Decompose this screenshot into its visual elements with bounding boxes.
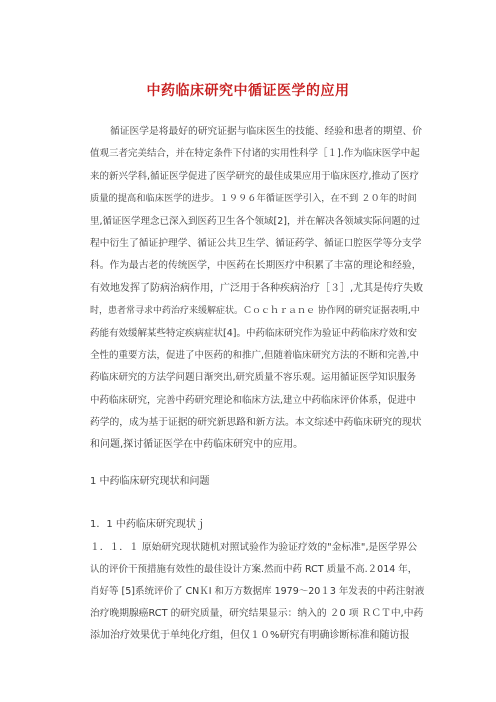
intro-line: 药学的，成为基于证据的研究新思路和新方法。本文综述中药临床研究的现状: [90, 417, 422, 429]
intro-line: 中药临床研究，完善中药研究理论和临床方法,建立中药临床评价体系，促进中: [90, 394, 417, 406]
intro-line: 和问题,探讨循证医学在中药临床研究中的应用。: [90, 439, 304, 451]
intro-line: 全性的重要方法，促进了中医药的和推广,但随着临床研究方法的不断和完善,中: [90, 349, 420, 361]
intro-line: 值观三者完美结合，并在特定条件下付诸的实用性科学［１].作为临床医学中起: [90, 148, 420, 160]
subsection-line: １．１．１ 原始研究现状随机对照试验作为验证疗效的"金标准",是医学界公: [90, 542, 418, 553]
subsection-line: 添加治疗效果优于单纯化疗组，但仅１０%研究有明确诊断标准和随访报: [90, 630, 410, 641]
intro-line: 里,循证医学理念已深入到医药卫生各个领域[2]，并在解决各领域实际问题的过: [90, 215, 420, 227]
intro-line: 时，患者常寻求中药治疗来缓解症状。Ｃｏｃｈｒａｎｅ 协作网的研究证据表明,中: [90, 306, 420, 317]
intro-line: 药临床研究的方法学问题日渐突出,研究质量不容乐观。运用循证医学知识服务: [90, 372, 417, 384]
section-heading: 1 中药临床研究现状和问题: [90, 476, 210, 487]
subsection-line: 认的评价干预措施有效性的最佳设计方案.然而中药 RCT 质量不高.２014 年，: [90, 564, 418, 575]
intro-line: 科。作为最古老的传统医学，中医药在长期医疗中积累了丰富的理论和经验，: [90, 260, 422, 272]
intro-line: 程中衍生了循证护理学、循证公共卫生学、循证药学、循证口腔医学等分支学: [90, 237, 422, 249]
subsection-paragraph: [90, 537, 424, 647]
subsection-heading: 1．1 中药临床研究现状ｊ: [90, 519, 206, 530]
document-title: 中药临床研究中循证医学的应用: [146, 83, 350, 99]
intro-line: 质量的提高和临床医学的进步。１９９６年循证医学引入，在不到 ２０年的时间: [90, 193, 417, 205]
intro-line: 有效地发挥了防病治病作用，广泛用于各种疾病治疗［３］,尤其是传疗失败: [90, 282, 424, 294]
subsection-line: 肖好等 [5]系统评价了 CNＫI 和万方数据库 1979～20１3 年发表的中药注射液: [90, 586, 424, 597]
intro-paragraph: [90, 121, 424, 457]
subsection-line: 治疗晚期腺癌RCT 的研究质量，研究结果显示：纳入的 ２0 项 ＲＣＴ中,中药: [90, 608, 424, 619]
intro-line: 药能有效缓解某些特定疾病症状[4]。中药临床研究作为验证中药临床疗效和安: [90, 327, 417, 339]
intro-line: 来的新兴学科,循证医学促进了医学研究的最佳成果应用于临床医疗,推动了医疗: [90, 170, 420, 182]
intro-line: 循证医学是将最好的研究证据与临床医生的技能、经验和患者的期望、价: [110, 126, 422, 137]
